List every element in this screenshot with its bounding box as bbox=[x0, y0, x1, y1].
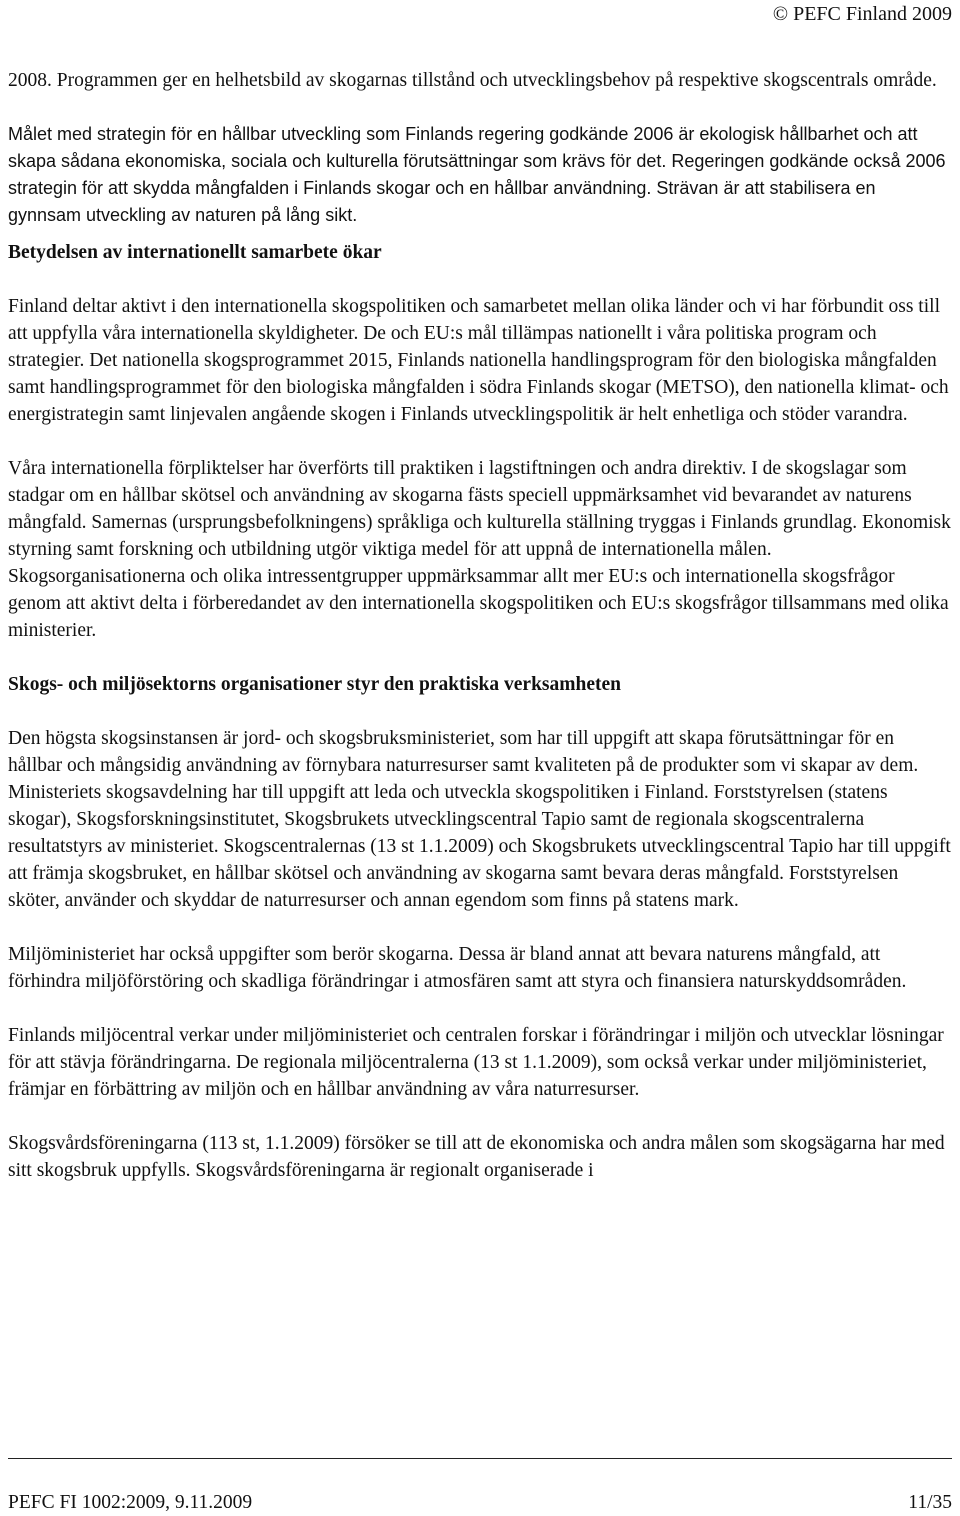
paragraph-strategy-main: Målet med strategin för en hållbar utveckling som Finlands regering godkände 2006 är ekologisk hållbarhet och att skapa sådana ekonomiska, sociala och kulturella förutsättningar som krävs för det. Regeringen godkände också 2006 strategin för att skydda mångfalden i Finlands skogar och en hållbar användning. bbox=[8, 124, 946, 198]
header-copyright: © PEFC Finland 2009 bbox=[772, 3, 952, 25]
footer-document-id: PEFC FI 1002:2009, 9.11.2009 bbox=[8, 1492, 253, 1513]
section-heading-organisations: Skogs- och miljösektorns organisationer styr den praktiska verksamheten bbox=[8, 674, 622, 695]
footer-divider bbox=[8, 1458, 952, 1459]
paragraph-strategy-goal: Strävan är att stabilisera en gynnsam utveckling av naturen på lång sikt. bbox=[8, 178, 876, 225]
paragraph-intro: 2008. Programmen ger en helhetsbild av skogarnas tillstånd och utvecklingsbehov på respektive skogscentrals område. bbox=[8, 70, 937, 91]
paragraph-environment-centre: Finlands miljöcentral verkar under miljöministeriet och centralen forskar i förändringar i miljön och utvecklar lösningar för att stävja förändringarna. De regionala miljöcentralerna (13 st 1.1.2009), som också verkar under miljöministeriet, främjar en förbättring av miljön och en hållbar användning av våra naturresurser. bbox=[8, 1025, 944, 1100]
paragraph-environment-ministry: Miljöministeriet har också uppgifter som berör skogarna. Dessa är bland annat att bevara naturens mångfald, att förhindra miljöförstöring och skadliga förändringar i atmosfären samt att styra och finansiera naturskyddsområden. bbox=[8, 944, 907, 992]
paragraph-international-cooperation: Finland deltar aktivt i den internationella skogspolitiken och samarbetet mellan olika länder och vi har förbundit oss till att uppfylla våra internationella skyldigheter. De och EU:s mål tillämpas nationellt i våra politiska program och strategier. Det nationella skogsprogrammet 2015, Finlands nationella handlingsprogram för den biologiska mångfalden samt handlingsprogrammet för den biologiska mångfalden i södra Finlands skogar (METSO), den nationella klimat- och energistrategin samt linjevalen angående skogen i Finlands utvecklingspolitik är helt enhetliga och stöder varandra. bbox=[8, 296, 949, 425]
paragraph-forest-ministry: Den högsta skogsinstansen är jord- och skogsbruksministeriet, som har till uppgift att skapa förutsättningar för en hållbar och mångsidig användning av förnybara naturresurser samt kvaliteten på de produkter som vi skapar av dem. Ministeriets skogsavdelning har till uppgift att leda och utveckla skogspolitiken i Finland. Forststyrelsen (statens skogar), Skogsforskningsinstitutet, Skogsbrukets utvecklingscentral Tapio samt de regionala skogscentralerna resultatstyrs av ministeriet. Skogscentralernas (13 st 1.1.2009) och Skogsbrukets utvecklingscentral Tapio har till uppgift att främja skogsbruket, en hållbar skötsel och användning av skogarna samt bevara deras mångfald. Forststyrelsen sköter, använder och skyddar de naturresurser och annan egendom som finns på statens mark. bbox=[8, 728, 951, 911]
footer-page-number: 11/35 bbox=[908, 1492, 952, 1513]
paragraph-strategy bbox=[8, 121, 952, 229]
section-heading-international: Betydelsen av internationellt samarbete ökar bbox=[8, 242, 382, 263]
paragraph-forest-associations: Skogsvårdsföreningarna (113 st, 1.1.2009) försöker se till att de ekonomiska och andra målen som skogsägarna har med sitt skogsbruk uppfylls. Skogsvårdsföreningarna är regionalt organiserade i bbox=[8, 1133, 945, 1181]
document-body bbox=[8, 67, 952, 1184]
paragraph-obligations: Våra internationella förpliktelser har överförts till praktiken i lagstiftningen och andra direktiv. I de skogslagar som stadgar om en hållbar skötsel och användning av skogarna fästs speciell uppmärksamhet vid bevarandet av naturens mångfald. Samernas (ursprungsbefolkningens) språkliga och kulturella ställning tryggas i Finlands grundlag. Ekonomisk styrning samt forskning och utbildning utgör viktiga medel för att uppnå de internationella målen. Skogsorganisationerna och olika intressentgrupper uppmärksammar allt mer EU:s och internationella skogsfrågor genom att aktivt delta i förberedandet av den internationella skogspolitiken och EU:s skogsfrågor tillsammans med olika ministerier. bbox=[8, 458, 951, 641]
